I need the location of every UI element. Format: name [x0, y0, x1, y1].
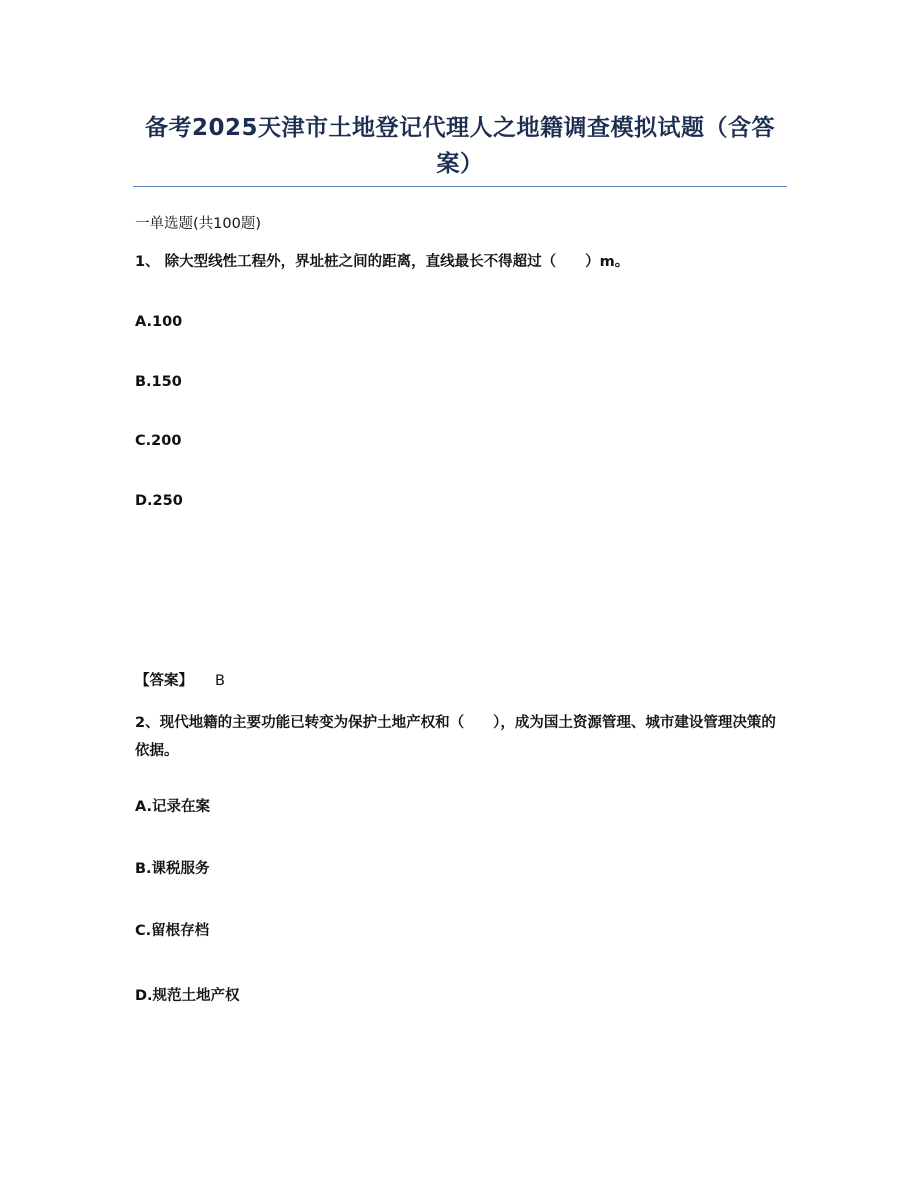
answer-label: 【答案】 [135, 673, 193, 689]
question-2-option-a: A.记录在案 [135, 799, 210, 815]
question-1-stem: 1、 除大型线性工程外，界址桩之间的距离，直线最长不得超过（ ）m。 [135, 254, 630, 270]
section-heading: 一单选题(共100题) [135, 216, 261, 232]
title-divider [133, 186, 787, 187]
answer-value: B [215, 673, 225, 689]
question-1-option-c: C.200 [135, 433, 182, 449]
question-2-option-b: B.课税服务 [135, 861, 210, 877]
question-2-option-c: C.留根存档 [135, 923, 210, 939]
question-1-option-b: B.150 [135, 374, 182, 390]
question-2-option-d: D.规范土地产权 [135, 988, 240, 1004]
question-1-answer [135, 668, 225, 694]
question-2-stem: 2、现代地籍的主要功能已转变为保护土地产权和（ ），成为国土资源管理、城市建设管理决策的依据。 [135, 715, 776, 759]
question-1-option-d: D.250 [135, 493, 183, 509]
page-title: 备考2025天津市土地登记代理人之地籍调查模拟试题（含答案） [144, 115, 775, 177]
question-1-option-a: A.100 [135, 314, 183, 330]
